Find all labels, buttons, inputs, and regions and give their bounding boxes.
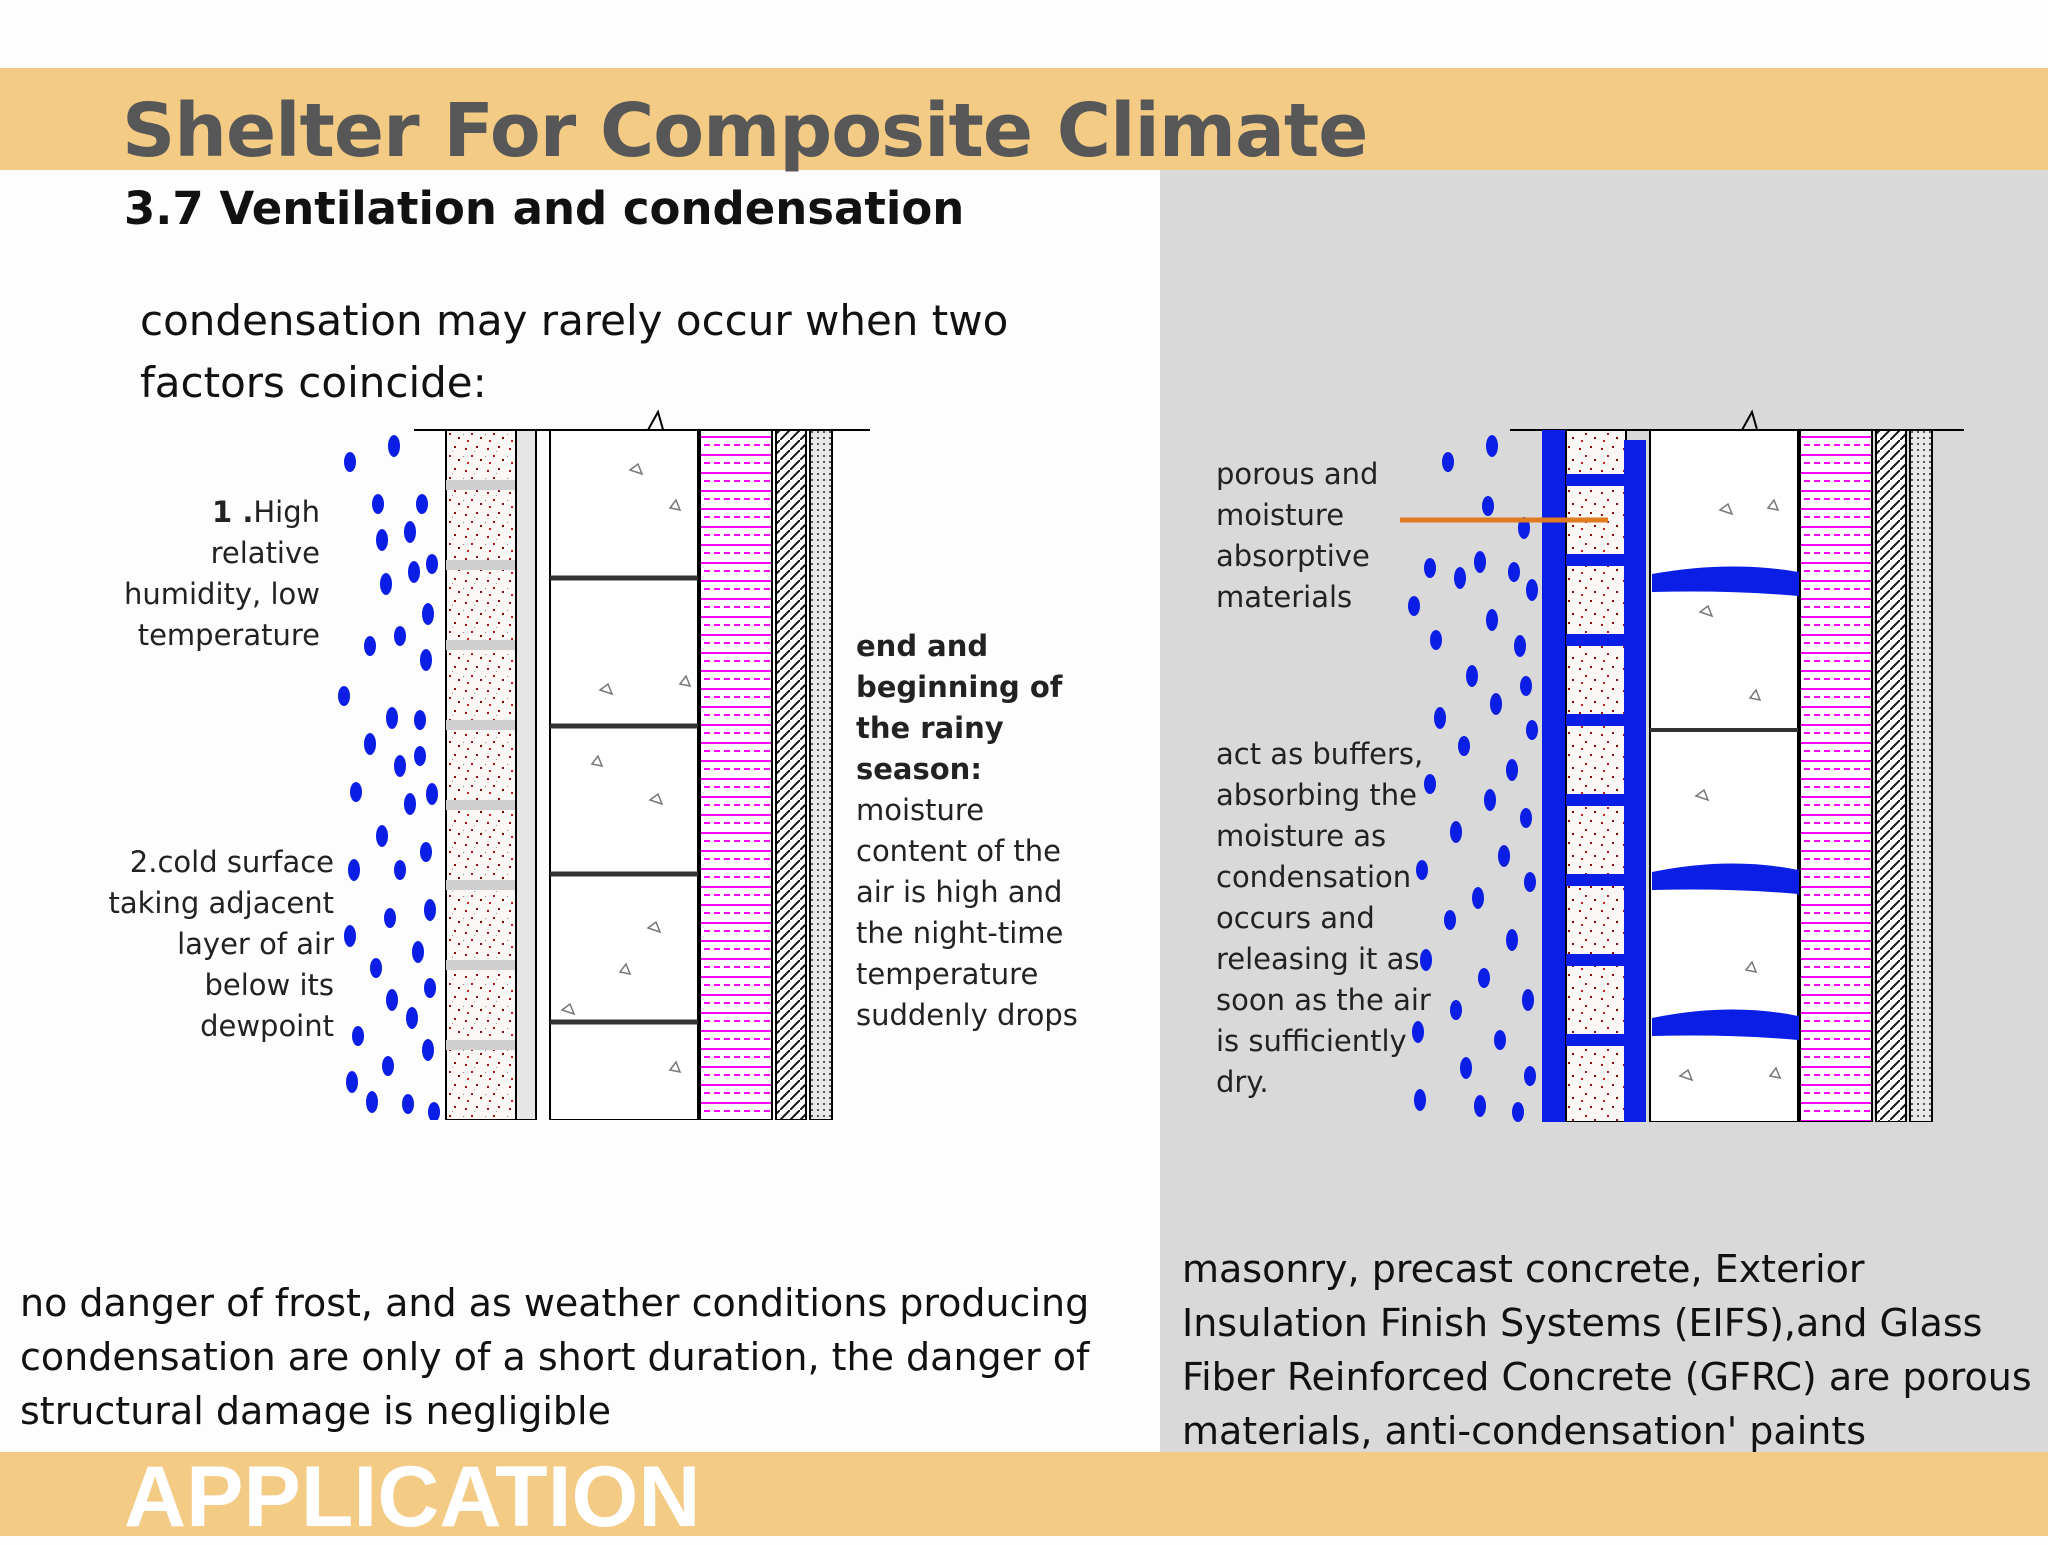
porous-materials-note: masonry, precast concrete, Exterior Insulation Finish Systems (EIFS),and Glass Fiber Reinforced Concrete (GFRC) are porous materials, anti-condensation' paints	[1182, 1247, 2032, 1453]
footer-heading: APPLICATION	[124, 1449, 701, 1545]
factor-2-label: 2.cold surface taking adjacent layer of air below its dewpoint	[108, 845, 334, 1043]
frost-danger-note: no danger of frost, and as weather conditions producing condensation are only of a short duration, the danger of structural damage is negligible	[20, 1281, 1090, 1433]
wall-section-diagram-left	[330, 400, 890, 1120]
porous-materials-label: porous and moisture absorptive materials	[1216, 457, 1379, 614]
rainy-season-heading: end and beginning of the rainy season:	[856, 629, 1063, 786]
factor-1-number: 1 .	[212, 495, 254, 529]
factor-1-label	[100, 492, 320, 656]
slide-title: Shelter For Composite Climate	[122, 88, 1368, 174]
intro-text: condensation may rarely occur when two factors coincide:	[140, 296, 1009, 407]
rainy-season-note	[856, 626, 1086, 1036]
slide-subtitle: 3.7 Ventilation and condensation	[124, 182, 965, 235]
wall-section-diagram-right	[1400, 400, 1970, 1122]
rainy-season-body: moisture content of the air is high and the night-time temperature suddenly drops	[856, 793, 1078, 1032]
buffer-description: act as buffers, absorbing the moisture as condensation occurs and releasing it as soon as the air is sufficiently dry.	[1216, 737, 1431, 1099]
factor-1-text: High relative humidity, low temperature	[123, 495, 320, 652]
